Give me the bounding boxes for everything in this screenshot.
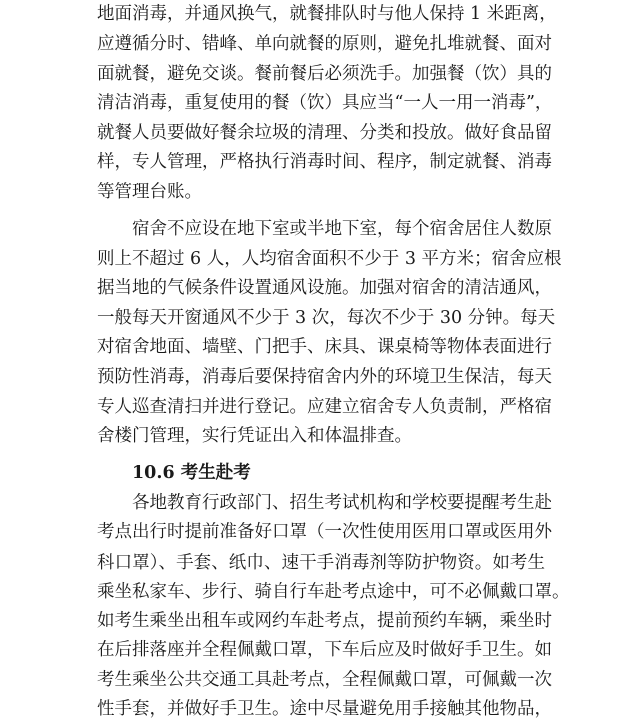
paragraph-2-line-1: 宿舍不应设在地下室或半地下室，每个宿舍居住人数原 — [132, 219, 552, 240]
paragraph-2-line-8: 舍楼门管理，实行凭证出入和体温排查。 — [97, 426, 412, 447]
paragraph-1-line-1: 地面消毒，并通风换气，就餐排队时与他人保持 1 米距离， — [97, 4, 557, 24]
section-heading: 10.6 考生赴考 — [132, 462, 251, 483]
paragraph-3-line-5: 如考生乘坐出租车或网约车赴考点，提前预约车辆，乘坐时 — [97, 611, 552, 632]
paragraph-3-line-7: 考生乘坐公共交通工具赴考点，全程佩戴口罩，可佩戴一次 — [97, 669, 552, 690]
paragraph-2-line-7: 专人巡查清扫并进行登记。应建立宿舍专人负责制，严格宿 — [97, 396, 552, 417]
paragraph-2-line-6: 预防性消毒，消毒后要保持宿舍内外的环境卫生保洁，每天 — [97, 366, 552, 387]
paragraph-2-line-5: 对宿舍地面、墙壁、门把手、床具、课桌椅等物体表面进行 — [97, 337, 552, 358]
paragraph-3-line-2: 考点出行时提前准备好口罩（一次性使用医用口罩或医用外 — [97, 522, 552, 543]
paragraph-3-line-4: 乘坐私家车、步行、骑自行车赴考点途中，可不必佩戴口罩。 — [97, 581, 570, 602]
paragraph-1-line-3: 面就餐，避免交谈。餐前餐后必须洗手。加强餐（饮）具的 — [97, 63, 552, 84]
paragraph-3-line-8: 性手套，并做好手卫生。途中尽量避免用手接触其他物品， — [97, 699, 552, 719]
paragraph-3-line-3: 科口罩）、手套、纸巾、速干手消毒剂等防护物资。如考生 — [97, 552, 545, 573]
paragraph-1-line-6: 样，专人管理，严格执行消毒时间、程序，制定就餐、消毒 — [97, 152, 552, 173]
paragraph-2-line-3: 据当地的气候条件设置通风设施。加强对宿舍的清洁通风， — [97, 277, 552, 298]
paragraph-2-line-4: 一般每天开窗通风不少于 3 次，每次不少于 30 分钟。每天 — [97, 308, 556, 328]
paragraph-1-line-4: 清洁消毒，重复使用的餐（饮）具应当“一人一用一消毒”， — [97, 92, 553, 113]
paragraph-3-line-6: 在后排落座并全程佩戴口罩，下车后应及时做好手卫生。如 — [97, 640, 552, 661]
paragraph-2-line-2: 则上不超过 6 人，人均宿舍面积不少于 3 平方米；宿舍应根 — [97, 248, 562, 269]
paragraph-1-line-2: 应遵循分时、错峰、单向就餐的原则，避免扎堆就餐、面对 — [97, 34, 552, 55]
paragraph-1-line-5: 就餐人员要做好餐余垃圾的清理、分类和投放。做好食品留 — [97, 123, 552, 143]
paragraph-1-line-7: 等管理台账。 — [97, 181, 202, 202]
paragraph-3-line-1: 各地教育行政部门、招生考试机构和学校要提醒考生赴 — [132, 493, 552, 513]
